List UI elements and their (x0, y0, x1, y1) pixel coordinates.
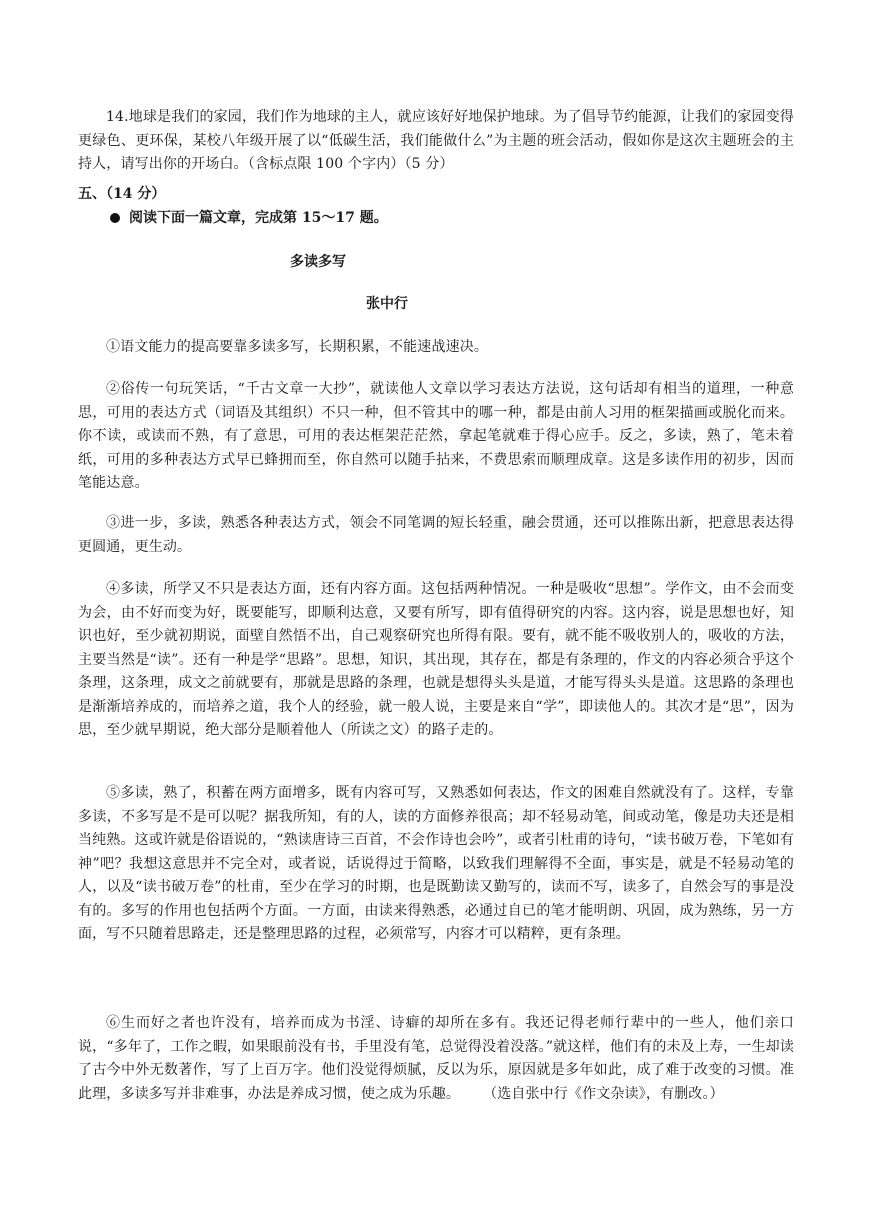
article-author: 张中行 (366, 296, 408, 312)
article-source: （选自张中行《作文杂读》，有删改。） (490, 1085, 724, 1102)
question-14: 14.地球是我们的家园，我们作为地球的主人，就应该好好地保护地球。为了倡导节约能源，让我们的家园变得更绿色、更环保，某校八年级开展了以“低碳生活，我们能做什么”为主题的班会活动，假如你是这次主题班会的主持人，请写出你的开场白。（含标点限 100 个字内）（5 分） (78, 109, 794, 172)
paragraph-1: ①语文能力的提高要靠多读多写，长期积累，不能速战速决。 (106, 339, 489, 355)
paragraph-2: ②俗传一句玩笑话，“千古文章一大抄”，就读他人文章以学习表达方法说，这句话却有相当的道理，一种意思，可用的表达方式（词语及其组织）不只一种，但不管其中的哪一种，都是由前人习用的框架描画或脱化而来。你不读，或读而不熟，有了意思，可用的表达框架茫茫然，拿起笔就难于得心应手。反之，多读，熟了，笔未着纸，可用的多种表达方式早已蜂拥而至，你自然可以随手拈来，不费思索而顺理成章。这是多读作用的初步，因而笔能达意。 (78, 381, 794, 491)
paragraph-6 (78, 1012, 794, 1106)
article-title: 多读多写 (290, 254, 346, 270)
paragraph-4: ④多读，所学又不只是表达方面，还有内容方面。这包括两种情况。一种是吸收“思想”。学作文，由不会而变为会，由不好而变为好，既要能写，即顺利达意，又要有所写，即有值得研究的内容。这内容，说是思想也好，知识也好，至少就初期说，面壁自然悟不出，自己观察研究也所得有限。要有，就不能不吸收别人的，吸收的方法，主要当然是“读”。还有一种是学“思路”。思想，知识，其出现，其存在，都是有条理的，作文的内容必须合乎这个条理，这条理，成文之前就要有，那就是思路的条理，也就是想得头头是道，才能写得头头是道。这思路的条理也是渐渐培养成的，而培养之道，我个人的经验，就一般人说，主要是来自“学”，即读他人的。其次才是“思”，因为思，至少就早期说，绝大部分是顺着他人（所读之文）的路子走的。 (78, 581, 794, 738)
paragraph-5: ⑤多读，熟了，积蓄在两方面增多，既有内容可写，又熟悉如何表达，作文的困难自然就没有了。这样，专靠多读，不多写是不是可以呢？据我所知，有的人，读的方面修养很高；却不轻易动笔，间或动笔，像是功夫还是相当纯熟。这或许就是俗语说的，“熟读唐诗三百首，不会作诗也会吟”，或者引杜甫的诗句，“读书破万卷，下笔如有神”吧？我想这意思并不完全对，或者说，话说得过于简略，以致我们理解得不全面，事实是，就是不轻易动笔的人，以及“读书破万卷”的杜甫，至少在学习的时期，也是既勤读又勤写的，读而不写，读多了，自然会写的事是没有的。多写的作用也包括两个方面。一方面，由读来得熟悉，必通过自已的笔才能明朗、巩固，成为熟练，另一方面，写不只随着思路走，还是整理思路的过程，必须常写，内容才可以精粹，更有条理。 (78, 785, 794, 942)
paragraph-3: ③进一步，多读，熟悉各种表达方式，领会不同笔调的短长轻重，融会贯通，还可以推陈出新，把意思表达得更圆通，更生动。 (78, 515, 794, 555)
instruction-text: 阅读下面一篇文章，完成第 15～17 题。 (129, 210, 388, 226)
bullet-icon (110, 213, 120, 223)
section-5-heading: 五、（14 分） (78, 186, 166, 202)
paragraph-6-text: ⑥生而好之者也许没有，培养而成为书淫、诗癖的却所在多有。我还记得老师行辈中的一些人，他们亲口说，“多年了，工作之暇，如果眼前没有书，手里没有笔，总觉得没着没落。”就这样，他们有的未及上寿，一生却读了古今中外无数著作，写了上百万字。他们没觉得烦腻，反以为乐，原因就是多年如此，成了难于改变的习惯。准此理，多读多写并非难事，办法是养成习惯，使之成为乐趣。 (78, 1015, 794, 1102)
section-5-instruction (110, 208, 388, 228)
